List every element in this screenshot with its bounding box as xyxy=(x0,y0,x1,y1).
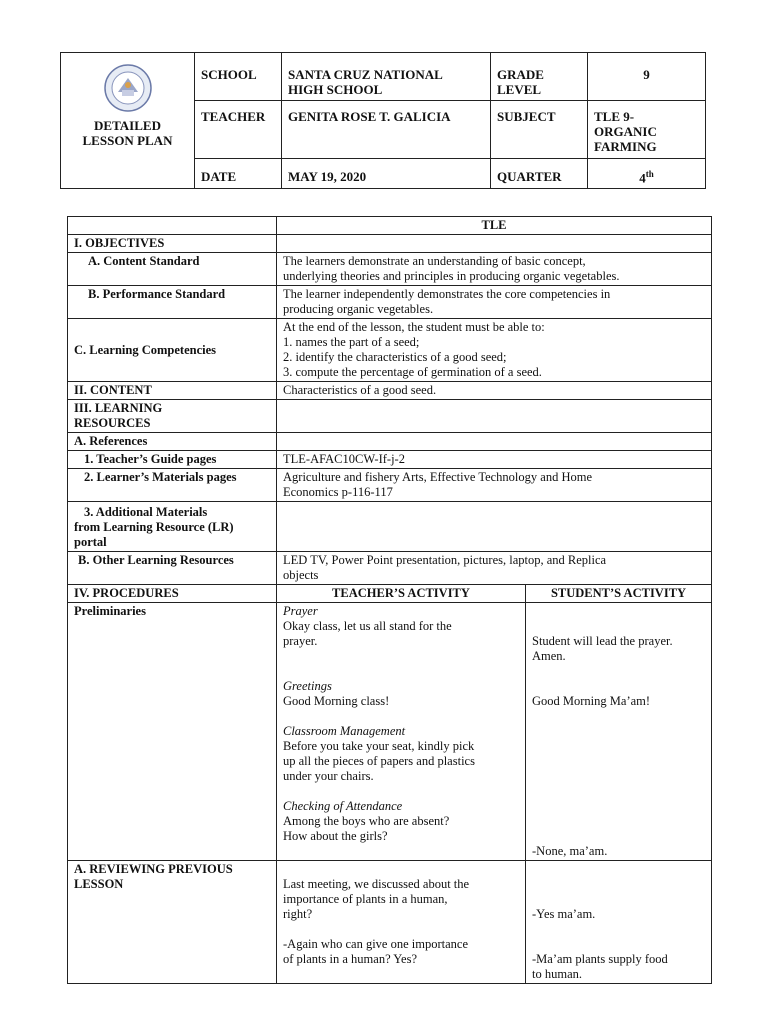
content-label: II. CONTENT xyxy=(68,382,277,400)
doc-title-line2: LESSON PLAN xyxy=(82,133,173,148)
review-student xyxy=(526,861,712,984)
prayer-line2: prayer. xyxy=(283,634,318,648)
quarter-suffix: th xyxy=(645,169,654,179)
content-standard-line1: The learners demonstrate an understanding of basic concept, xyxy=(283,254,586,268)
resources-label xyxy=(68,400,277,433)
teacher-value: GENITA ROSE T. GALICIA xyxy=(282,101,491,159)
references-label: A. References xyxy=(68,433,277,451)
school-value xyxy=(282,53,491,101)
student-attendance-reply: -None, ma’am. xyxy=(532,844,608,858)
date-label: DATE xyxy=(195,159,282,189)
procedures-label: IV. PROCEDURES xyxy=(68,585,277,603)
references-blank xyxy=(277,433,712,451)
performance-standard-line2: producing organic vegetables. xyxy=(283,302,434,316)
competencies-line3: 2. identify the characteristics of a good seed; xyxy=(283,350,507,364)
teacher-activity-heading: TEACHER’S ACTIVITY xyxy=(277,585,526,603)
attendance-line1: Among the boys who are absent? xyxy=(283,814,450,828)
other-resources-line2: objects xyxy=(283,568,319,582)
review-student-line2: -Ma’am plants supply food xyxy=(532,952,668,966)
competencies-value xyxy=(277,319,712,382)
learners-materials-line1: Agriculture and fishery Arts, Effective Technology and Home xyxy=(283,470,592,484)
quarter-number: 4 xyxy=(639,170,646,186)
greetings-line1: Good Morning class! xyxy=(283,694,390,708)
review-label-line2: LESSON xyxy=(74,877,124,891)
content-standard-label: A. Content Standard xyxy=(68,253,277,286)
objectives-blank xyxy=(277,235,712,253)
performance-standard-line1: The learner independently demonstrates the core competencies in xyxy=(283,287,611,301)
teacher-label: TEACHER xyxy=(195,101,282,159)
lr-portal-label xyxy=(68,502,277,552)
quarter-value xyxy=(588,159,706,189)
lesson-plan-table xyxy=(67,216,712,984)
review-teacher xyxy=(277,861,526,984)
grade-label xyxy=(491,53,588,101)
content-standard-line2: underlying theories and principles in producing organic vegetables. xyxy=(283,269,620,283)
subject-value-line2: ORGANIC xyxy=(594,124,657,139)
management-line3: under your chairs. xyxy=(283,769,374,783)
resources-blank xyxy=(277,400,712,433)
date-value: MAY 19, 2020 xyxy=(282,159,491,189)
grade-label-line2: LEVEL xyxy=(497,82,542,97)
blank-cell xyxy=(68,217,277,235)
student-prayer-line1: Student will lead the prayer. xyxy=(532,634,673,648)
review-teacher-line1: Last meeting, we discussed about the xyxy=(283,877,470,891)
other-resources-value xyxy=(277,552,712,585)
review-label-line1: A. REVIEWING PREVIOUS xyxy=(74,862,233,876)
doc-title-line1: DETAILED xyxy=(94,118,161,133)
resources-label-line1: III. LEARNING xyxy=(74,401,163,415)
preliminaries-student xyxy=(526,603,712,861)
preliminaries-label: Preliminaries xyxy=(68,603,277,861)
competencies-line1: At the end of the lesson, the student must be able to: xyxy=(283,320,545,334)
review-teacher-line4: -Again who can give one importance xyxy=(283,937,469,951)
review-label xyxy=(68,861,277,984)
teachers-guide-value: TLE-AFAC10CW-If-j-2 xyxy=(277,451,712,469)
review-teacher-line2: importance of plants in a human, xyxy=(283,892,448,906)
other-resources-line1: LED TV, Power Point presentation, pictures, laptop, and Replica xyxy=(283,553,607,567)
review-student-line1: -Yes ma’am. xyxy=(532,907,596,921)
learners-materials-label: 2. Learner’s Materials pages xyxy=(68,469,277,502)
subject-value xyxy=(588,101,706,159)
review-teacher-line3: right? xyxy=(283,907,313,921)
management-line1: Before you take your seat, kindly pick xyxy=(283,739,475,753)
student-prayer-line2: Amen. xyxy=(532,649,566,663)
grade-label-line1: GRADE xyxy=(497,67,544,82)
student-activity-heading: STUDENT’S ACTIVITY xyxy=(526,585,712,603)
lr-portal-label-line3: portal xyxy=(74,535,107,549)
competencies-line2: 1. names the part of a seed; xyxy=(283,335,420,349)
grade-value: 9 xyxy=(588,53,706,101)
management-heading: Classroom Management xyxy=(283,724,406,738)
school-value-line1: SANTA CRUZ NATIONAL xyxy=(288,67,443,82)
teachers-guide-label: 1. Teacher’s Guide pages xyxy=(68,451,277,469)
school-label: SCHOOL xyxy=(195,53,282,101)
greetings-heading: Greetings xyxy=(283,679,332,693)
resources-label-line2: RESOURCES xyxy=(74,416,151,430)
header-table xyxy=(60,52,706,189)
performance-standard-label: B. Performance Standard xyxy=(68,286,277,319)
subject-label: SUBJECT xyxy=(491,101,588,159)
quarter-label: QUARTER xyxy=(491,159,588,189)
prayer-line1: Okay class, let us all stand for the xyxy=(283,619,452,633)
other-resources-label: B. Other Learning Resources xyxy=(68,552,277,585)
attendance-heading: Checking of Attendance xyxy=(283,799,403,813)
subject-value-line1: TLE 9- xyxy=(594,109,635,124)
learners-materials-value xyxy=(277,469,712,502)
prayer-heading: Prayer xyxy=(283,604,318,618)
subject-value-line3: FARMING xyxy=(594,139,657,154)
lr-portal-blank xyxy=(277,502,712,552)
deped-seal-icon xyxy=(104,64,152,112)
review-student-line3: to human. xyxy=(532,967,582,981)
lr-portal-label-line2: from Learning Resource (LR) xyxy=(74,520,234,534)
learners-materials-line2: Economics p-116-117 xyxy=(283,485,393,499)
content-value: Characteristics of a good seed. xyxy=(277,382,712,400)
lr-portal-label-line1: 3. Additional Materials xyxy=(84,505,208,519)
preliminaries-teacher xyxy=(277,603,526,861)
attendance-line2: How about the girls? xyxy=(283,829,388,843)
title-cell xyxy=(61,53,195,189)
subject-heading: TLE xyxy=(277,217,712,235)
management-line2: up all the pieces of papers and plastics xyxy=(283,754,475,768)
student-greeting: Good Morning Ma’am! xyxy=(532,694,651,708)
school-value-line2: HIGH SCHOOL xyxy=(288,82,383,97)
content-standard-value xyxy=(277,253,712,286)
competencies-label: C. Learning Competencies xyxy=(68,319,277,382)
performance-standard-value xyxy=(277,286,712,319)
review-teacher-line5: of plants in a human? Yes? xyxy=(283,952,418,966)
competencies-line4: 3. compute the percentage of germination of a seed. xyxy=(283,365,542,379)
objectives-heading: I. OBJECTIVES xyxy=(68,235,277,253)
